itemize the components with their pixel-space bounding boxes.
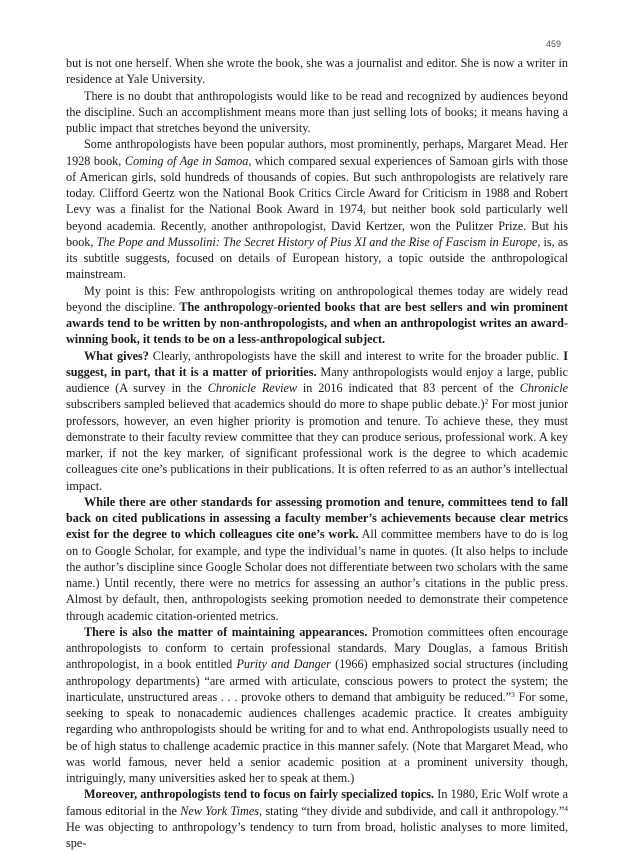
paragraph: [66, 88, 568, 137]
footnote-marker: 2: [484, 397, 489, 407]
bold-text: While there are other standards for assessing promotion and tenure, committees tend to fall back on cited publications in assessing a faculty member’s achievements because clear metrics exist for the degree to which colleagues cite one’s work.: [66, 494, 568, 542]
text-run: For some, seeking to speak to nonacademic audiences challenges academic practice. It creates ambiguity regarding who anthropologists should be writing for and to what end. Anthropologists usually need to be of high status to challenge academic practice in this manner safely. (Note that Margaret Mead, who was world famous, never held a senior academic position at a prominent university though, intriguingly, many universities asked her to speak at them.): [66, 689, 568, 785]
text-run: Some anthropologists have been popular authors, most prominently, perhaps, Margaret Mead. Her 1928 book,: [66, 137, 568, 168]
bold-text: What gives?: [84, 348, 149, 363]
paragraph: [66, 136, 568, 282]
text-run: My point is this: Few anthropologists writing on anthropological themes today are widely read beyond the discipline.: [66, 283, 568, 314]
bold-text: I suggest, in part, that it is a matter of priorities.: [66, 348, 568, 379]
text-run: There is no doubt that anthropologists would like to be read and recognized by audiences beyond the discipline. Such an accomplishment means more than just selling lots of books; it means having a public impact that stretches beyond the university.: [66, 88, 568, 135]
italic-text: Coming of Age in Samoa: [124, 153, 249, 168]
italic-text: The Pope and Mussolini: The Secret History of Pius XI and the Rise of Fascism in Europe: [96, 234, 538, 249]
text-run: Clearly, anthropologists have the skill and interest to write for the broader public.: [148, 348, 564, 363]
paragraph: [66, 348, 568, 494]
page-number: 459: [545, 39, 561, 49]
text-run: In 1980, Eric Wolf wrote a famous editorial in the: [66, 787, 568, 818]
text-run: He was objecting to anthropology’s tendency to turn from broad, holistic analyses to more limited, spe-: [66, 819, 568, 850]
text-run: All committee members have to do is log on to Google Scholar, for example, and type the individual’s name in quotes. (It also helps to include the author’s discipline since Google Scholar does not differentiate between two scholars with the same name.) Until recently, there were no metrics for assessing an author’s citations in the public press. Almost by default, then, anthropologists seeking promotion needed to demonstrate their competence through academic citation-oriented metrics.: [66, 527, 568, 623]
text-run: (1966) emphasized social structures (including anthropology departments) “are armed with articulate, conscious powers to protect the system; the inarticulate, unstructured areas . . . provoke others to demand that ambiguity be reduced.”: [66, 657, 568, 704]
text-run: For most junior professors, however, an even higher priority is promotion and tenure. To achieve these, they must demonstrate to their faculty review committee that they can produce serious, professional work. A key marker, if not the key marker, of significant professional work is the degree to which academic colleagues cite one’s publications in their publications. It is often referred to as an author’s intellectual impact.: [66, 397, 569, 493]
text-run: , which compared sexual experiences of Samoan girls with those of American girls, sold hundreds of thousands of copies. But such anthropologists are relatively rare today. Clifford Geertz won the National Book Critics Circle Award for Criticism in 1988 and Robert Levy was a finalist for the National Book Award in 1974, but neither book sold particularly well beyond academia. Recently, another anthropologist, David Kertzer, won the Pulitzer Prize. But his book,: [66, 153, 568, 249]
bold-text: The anthropology-oriented books that are best sellers and win prominent awards tend to be written by non-anthropologists, and when an anthropologist writes an award-winning book, it tends to be on a less-anthropological subject.: [66, 299, 568, 347]
paragraph: [66, 283, 568, 348]
paragraph: [66, 55, 568, 88]
italic-text: Chronicle Review: [207, 381, 298, 395]
footnote-marker: 4: [564, 803, 568, 813]
bold-text: There is also the matter of maintaining appearances.: [84, 624, 368, 639]
paragraph: [66, 494, 568, 624]
text-run: Many anthropologists would enjoy a large, public audience (A survey in the: [66, 364, 568, 395]
text-run: but is not one herself. When she wrote the book, she was a journalist and editor. She is now a writer in residence at Yale University.: [66, 56, 568, 87]
text-run: , stating “they divide and subdivide, and call it anthropology.”: [259, 803, 565, 818]
italic-text: New York Times: [180, 803, 260, 818]
bold-text: Moreover, anthropologists tend to focus on fairly specialized topics.: [84, 787, 435, 802]
italic-text: Purity and Danger: [236, 657, 331, 672]
body-text: [66, 55, 568, 851]
text-run: subscribers sampled believed that academics should do more to shape public debate.): [66, 397, 485, 412]
paragraph: [66, 786, 568, 851]
text-run: , is, as its subtitle suggests, focused on details of European history, a topic outside the anthropological mainstream.: [66, 234, 568, 282]
footnote-marker: 3: [511, 689, 515, 699]
italic-text: Chronicle: [519, 381, 568, 395]
text-run: in 2016 indicated that 83 percent of the: [297, 381, 520, 395]
text-run: Promotion committees often encourage anthropologists to conform to certain professional standards. Mary Douglas, a famous British anthropologist, in a book entitled: [66, 624, 569, 672]
paragraph: [66, 624, 568, 787]
